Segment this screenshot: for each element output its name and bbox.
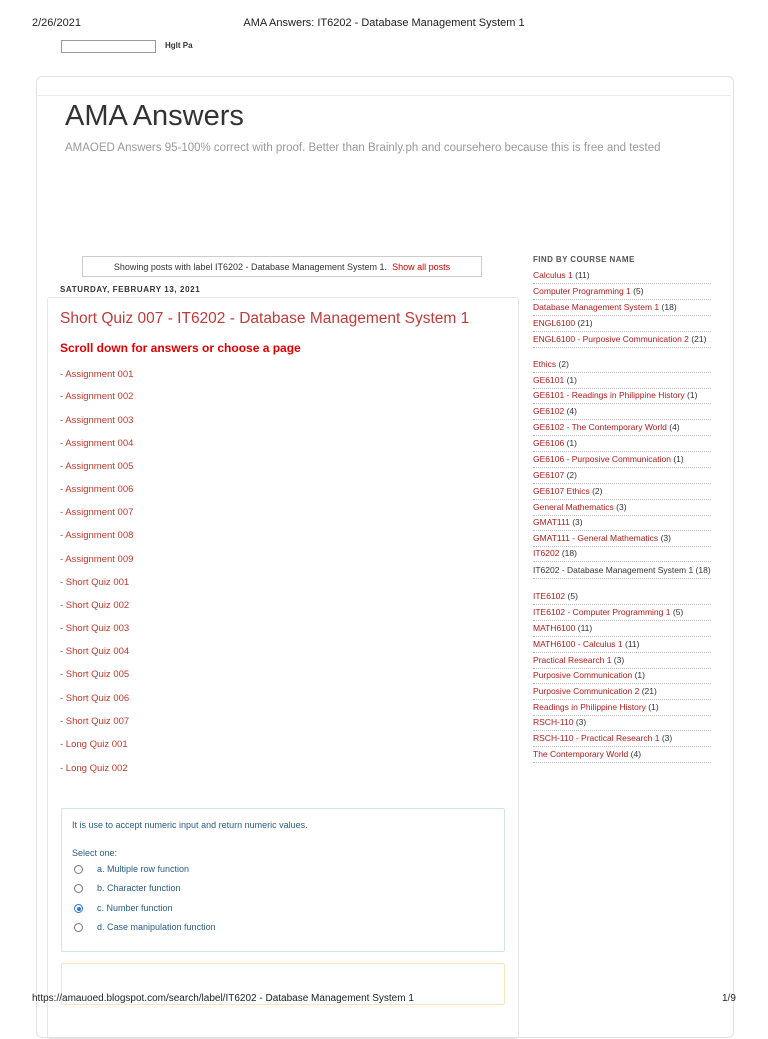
course-post-count: (3) (572, 517, 583, 527)
course-post-count: (1) (634, 670, 645, 680)
sidebar-course-item[interactable] (533, 548, 711, 562)
course-name[interactable]: GE6101 (533, 375, 565, 385)
sidebar-course-item[interactable] (533, 286, 711, 300)
answer-option-label[interactable]: b. Character function (97, 883, 181, 893)
course-name[interactable]: Ethics (533, 359, 557, 369)
sidebar-course-item[interactable] (533, 334, 711, 348)
course-name[interactable]: GE6106 - Purposive Communication (533, 454, 671, 464)
scroll-instruction: Scroll down for answers or choose a page (60, 341, 301, 355)
course-post-count: (21) (691, 334, 707, 344)
post-date-header: SATURDAY, FEBRUARY 13, 2021 (60, 285, 201, 294)
course-post-count: (1) (566, 438, 577, 448)
page-link[interactable]: - Short Quiz 002 (60, 600, 130, 611)
course-name[interactable]: Calculus 1 (533, 270, 573, 280)
course-name[interactable]: The Contemporary World (533, 749, 629, 759)
course-name[interactable]: RSCH-110 (533, 717, 574, 727)
page-link[interactable]: - Assignment 002 (60, 391, 134, 402)
course-post-count: (3) (661, 733, 673, 743)
course-name[interactable]: GE6107 (533, 470, 565, 480)
sidebar-course-item[interactable] (533, 733, 711, 747)
course-post-count: (3) (660, 533, 671, 543)
print-page-title: AMA Answers: IT6202 - Database Management System 1 (243, 17, 525, 29)
course-name[interactable]: ENGL6100 - Purposive Communication 2 (533, 334, 689, 344)
course-name[interactable]: IT6202 - Database Management System 1 (533, 565, 694, 575)
course-name[interactable]: GE6102 (533, 406, 565, 416)
course-post-count: (18) (695, 565, 711, 575)
course-post-count: (5) (567, 591, 578, 601)
course-post-count: (3) (613, 655, 625, 665)
show-all-posts-link[interactable]: Show all posts (392, 262, 451, 272)
page-link[interactable]: - Assignment 007 (60, 507, 134, 518)
course-post-count: (1) (648, 702, 659, 712)
sidebar-course-item[interactable] (533, 486, 711, 500)
page-link[interactable]: - Short Quiz 005 (60, 669, 130, 680)
answer-radio[interactable] (74, 884, 83, 893)
course-post-count: (5) (633, 286, 644, 296)
course-post-count: (18) (661, 302, 677, 312)
page-link[interactable]: - Assignment 006 (60, 484, 134, 495)
course-name[interactable]: MATH6100 - Calculus 1 (533, 639, 623, 649)
course-post-count: (1) (566, 375, 577, 385)
sidebar-course-item[interactable] (533, 302, 711, 316)
course-post-count: (18) (561, 548, 577, 558)
course-name[interactable]: ENGL6100 (533, 318, 576, 328)
page-link[interactable]: - Assignment 009 (60, 554, 134, 565)
sidebar-course-item[interactable] (533, 565, 711, 579)
course-post-count: (4) (566, 406, 577, 416)
page-link[interactable]: - Long Quiz 001 (60, 739, 128, 750)
post-title[interactable]: Short Quiz 007 - IT6202 - Database Management System 1 (60, 310, 470, 327)
blog-title[interactable]: AMA Answers (65, 100, 244, 132)
answer-option-label[interactable]: a. Multiple row function (97, 864, 190, 874)
course-post-count: (2) (558, 359, 569, 369)
page-link[interactable]: - Short Quiz 001 (60, 577, 130, 588)
course-name[interactable]: RSCH-110 - Practical Research 1 (533, 733, 660, 743)
select-one-label: Select one: (72, 848, 118, 858)
sidebar-course-item[interactable] (533, 318, 711, 332)
course-name[interactable]: GE6102 - The Contemporary World (533, 422, 667, 432)
course-post-count: (1) (673, 454, 684, 464)
label-notice-text: Showing posts with label IT6202 - Database Management System 1. (113, 262, 388, 272)
sidebar-course-item[interactable] (533, 670, 711, 684)
header-divider (37, 95, 731, 96)
sidebar-course-item[interactable] (533, 454, 711, 468)
course-name[interactable]: Purposive Communication 2 (533, 686, 640, 696)
sidebar-heading: FIND BY COURSE NAME (533, 255, 635, 264)
sidebar-course-item[interactable] (533, 749, 711, 763)
course-name[interactable]: GE6101 - Readings in Philippine History (533, 390, 685, 400)
sidebar-course-item[interactable] (533, 270, 711, 284)
answer-radio[interactable] (74, 904, 83, 913)
course-post-count: (1) (687, 390, 698, 400)
course-name[interactable]: GMAT111 (533, 517, 570, 527)
course-name[interactable]: Purposive Communication (533, 670, 633, 680)
page-link[interactable]: - Assignment 001 (60, 369, 134, 380)
sidebar-course-item[interactable] (533, 717, 711, 731)
course-name[interactable]: GE6107 Ethics (533, 486, 590, 496)
course-post-count: (21) (577, 318, 593, 328)
sidebar-course-item[interactable] (533, 655, 711, 669)
sidebar-course-item[interactable] (533, 406, 711, 420)
page-link[interactable]: - Assignment 003 (60, 415, 134, 426)
sidebar-course-item[interactable] (533, 375, 711, 389)
course-name[interactable]: MATH6100 (533, 623, 576, 633)
course-post-count: (4) (630, 749, 642, 759)
course-post-count: (3) (575, 717, 587, 727)
sidebar-course-item[interactable] (533, 359, 711, 373)
course-post-count: (2) (592, 486, 603, 496)
sidebar-course-item[interactable] (533, 702, 711, 716)
page-link[interactable]: - Short Quiz 003 (60, 623, 130, 634)
sidebar-course-item[interactable] (533, 591, 711, 605)
course-post-count: (11) (577, 623, 593, 633)
sidebar-course-item[interactable] (533, 517, 711, 531)
sidebar-course-item[interactable] (533, 533, 711, 547)
page-link[interactable]: - Short Quiz 004 (60, 646, 130, 657)
navbar-search-input[interactable] (61, 40, 156, 53)
course-post-count: (2) (566, 470, 577, 480)
page-link[interactable]: - Assignment 005 (60, 461, 134, 472)
answer-radio[interactable] (74, 865, 83, 874)
course-post-count: (3) (616, 502, 627, 512)
sidebar-course-item[interactable] (533, 438, 711, 452)
navbar-text: Hglt Pa (165, 41, 193, 50)
course-name[interactable]: General Mathematics (533, 502, 614, 512)
print-date: 2/26/2021 (32, 17, 81, 29)
course-name[interactable]: ITE6102 (533, 591, 566, 601)
sidebar-course-item[interactable] (533, 390, 711, 404)
course-name[interactable]: Practical Research 1 (533, 655, 612, 665)
sidebar-course-item[interactable] (533, 502, 711, 516)
course-post-count: (21) (641, 686, 657, 696)
page-link[interactable]: - Short Quiz 006 (60, 693, 130, 704)
sidebar-course-item[interactable] (533, 639, 711, 653)
course-name[interactable]: IT6202 (533, 548, 560, 558)
course-name[interactable]: Readings in Philippine History (533, 702, 646, 712)
sidebar-course-item[interactable] (533, 686, 711, 700)
course-name[interactable]: Computer Programming 1 (533, 286, 631, 296)
print-footer-url: https://amauoed.blogspot.com/search/label/IT6202 - Database Management System 1 (32, 993, 414, 1004)
sidebar-course-item[interactable] (533, 607, 711, 621)
course-name[interactable]: Database Management System 1 (533, 302, 660, 312)
course-post-count: (11) (575, 270, 590, 280)
sidebar-course-item[interactable] (533, 470, 711, 484)
quiz-question-text: It is use to accept numeric input and return numeric values. (72, 820, 308, 830)
course-post-count: (11) (624, 639, 640, 649)
page-link[interactable]: - Assignment 008 (60, 530, 134, 541)
course-post-count: (4) (669, 422, 680, 432)
page-link[interactable]: - Short Quiz 007 (60, 716, 130, 727)
course-post-count: (5) (672, 607, 684, 617)
course-name[interactable]: GMAT111 - General Mathematics (533, 533, 659, 543)
blog-description: AMAOED Answers 95-100% correct with proof. Better than Brainly.ph and coursehero because this is free and tested (65, 142, 661, 154)
sidebar-course-item[interactable] (533, 422, 711, 436)
print-page-number: 1/9 (722, 993, 736, 1004)
answer-option-label[interactable]: c. Number function (97, 903, 173, 913)
course-name[interactable]: GE6106 (533, 438, 565, 448)
course-name[interactable]: ITE6102 - Computer Programming 1 (533, 607, 671, 617)
page-link[interactable]: - Long Quiz 002 (60, 763, 128, 774)
label-notice (82, 256, 482, 277)
answer-option-label[interactable]: d. Case manipulation function (97, 922, 216, 932)
answer-radio[interactable] (74, 923, 83, 932)
page-link[interactable]: - Assignment 004 (60, 438, 134, 449)
sidebar-course-item[interactable] (533, 623, 711, 637)
